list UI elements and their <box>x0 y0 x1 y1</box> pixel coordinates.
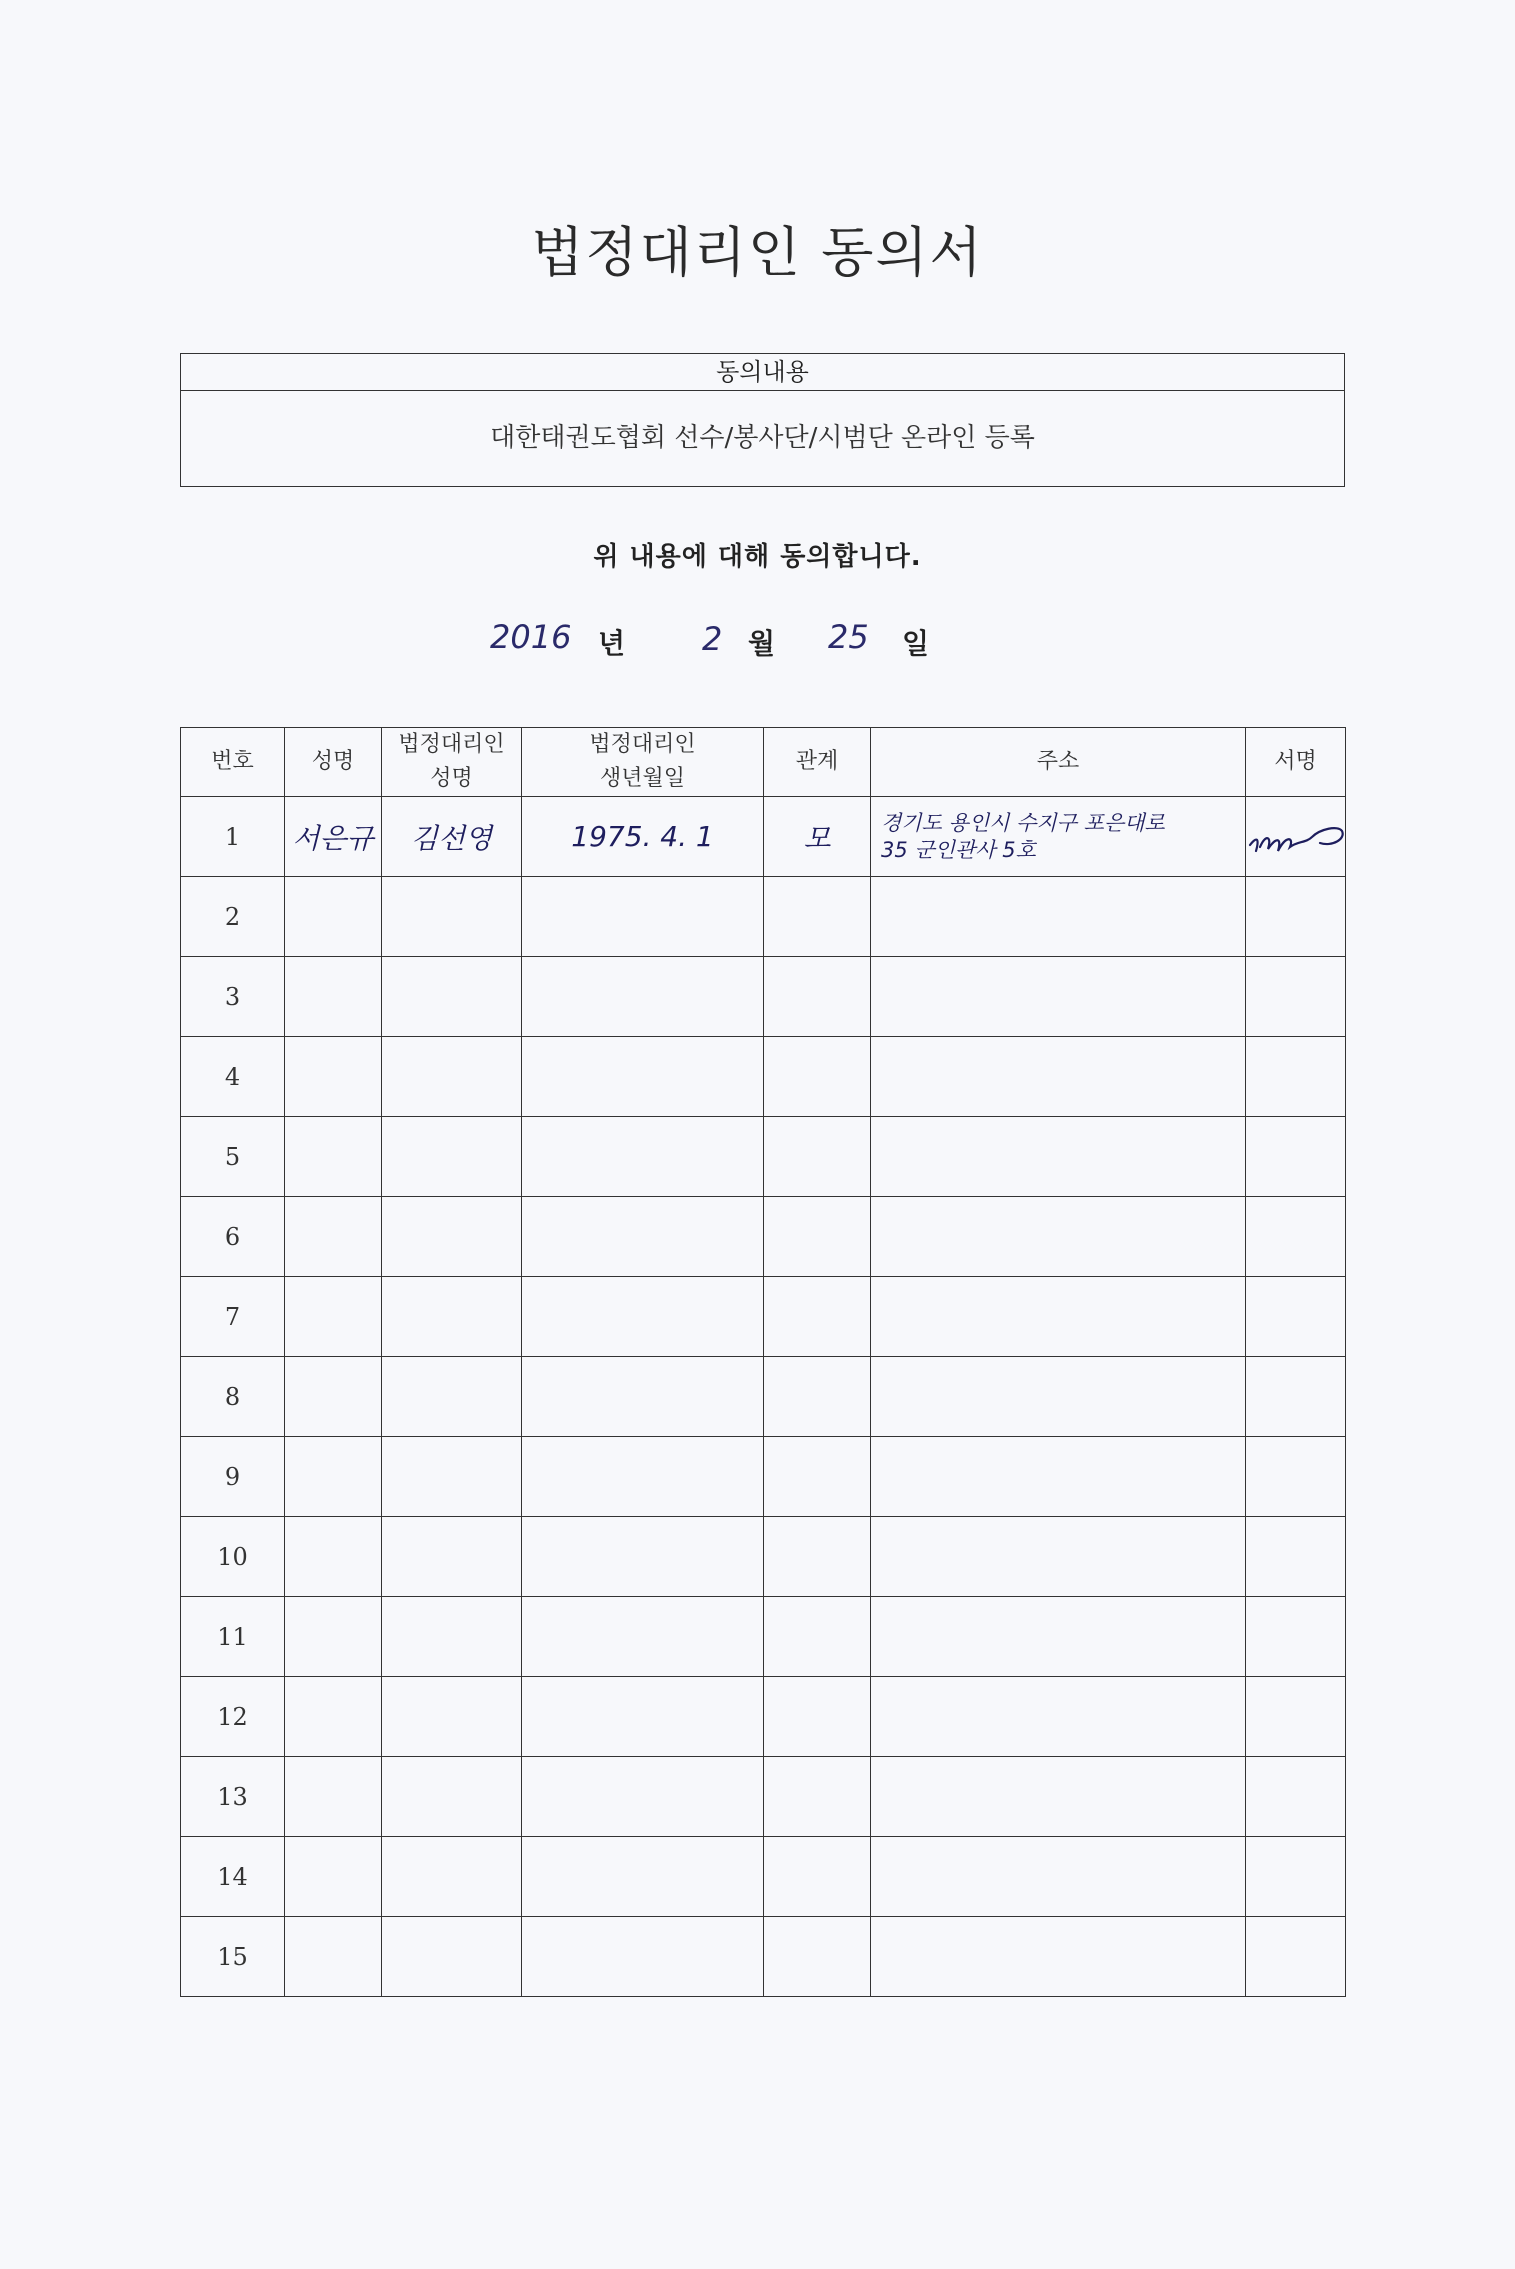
handwritten-address-line1: 경기도 용인시 수지구 포은대로 <box>881 810 1165 835</box>
consent-content-text: 대한태권도협회 선수/봉사단/시범단 온라인 등록 <box>490 423 1035 453</box>
guardian-registration-table <box>180 727 1346 1997</box>
header-relation: 관계 <box>764 728 871 797</box>
table-row <box>181 1037 1346 1117</box>
cell-no: 15 <box>181 1917 285 1997</box>
cell-no: 8 <box>181 1357 285 1437</box>
table-row <box>181 797 1346 877</box>
table-row <box>181 1837 1346 1917</box>
date-day-label: 일 <box>902 627 930 660</box>
cell-no: 14 <box>181 1837 285 1917</box>
header-guardian-name <box>382 728 522 797</box>
header-no: 번호 <box>181 728 285 797</box>
handwritten-birth: 1975. 4. 1 <box>571 820 714 853</box>
cell-no: 10 <box>181 1517 285 1597</box>
cell-name <box>285 797 382 877</box>
date-month: 2 <box>702 620 723 658</box>
header-guardian-birth <box>522 728 764 797</box>
header-signature: 서명 <box>1246 728 1346 797</box>
date-day: 25 <box>828 618 869 656</box>
header-guardian-name-line2: 성명 <box>430 766 473 791</box>
consent-content-header: 동의내용 <box>181 354 1344 391</box>
table-row <box>181 1597 1346 1677</box>
handwritten-relation: 모 <box>803 821 831 855</box>
table-header-row <box>181 728 1346 797</box>
handwritten-name: 서은규 <box>292 821 374 855</box>
table-row <box>181 1917 1346 1997</box>
date-year-label: 년 <box>598 627 626 660</box>
date-month-label: 월 <box>748 627 776 660</box>
date-line <box>490 618 1090 668</box>
signature-scribble <box>1246 807 1346 867</box>
cell-no: 13 <box>181 1757 285 1837</box>
document-title: 법정대리인 동의서 <box>531 221 984 284</box>
header-guardian-birth-line2: 생년월일 <box>599 766 685 791</box>
table-row <box>181 957 1346 1037</box>
table-row <box>181 1677 1346 1757</box>
header-name: 성명 <box>285 728 382 797</box>
cell-no: 4 <box>181 1037 285 1117</box>
table-row <box>181 1117 1346 1197</box>
table-row <box>181 1357 1346 1437</box>
cell-relation <box>764 797 871 877</box>
header-guardian-name-line1: 법정대리인 <box>398 732 505 757</box>
cell-no: 2 <box>181 877 285 957</box>
cell-no: 6 <box>181 1197 285 1277</box>
cell-address <box>871 797 1246 877</box>
cell-no: 7 <box>181 1277 285 1357</box>
cell-signature <box>1246 797 1346 877</box>
cell-guardian-name <box>382 797 522 877</box>
handwritten-guardian-name: 김선영 <box>410 821 493 855</box>
table-row <box>181 1757 1346 1837</box>
consent-content-box <box>180 353 1345 487</box>
cell-no: 5 <box>181 1117 285 1197</box>
handwritten-address-line2: 35 군인관사 5호 <box>881 837 1036 862</box>
table-row <box>181 1197 1346 1277</box>
cell-no: 9 <box>181 1437 285 1517</box>
table-row <box>181 1277 1346 1357</box>
header-address: 주소 <box>871 728 1246 797</box>
table-row <box>181 877 1346 957</box>
date-year: 2016 <box>490 618 572 656</box>
cell-no: 3 <box>181 957 285 1037</box>
header-guardian-birth-line1: 법정대리인 <box>589 732 696 757</box>
table-row <box>181 1517 1346 1597</box>
cell-no: 12 <box>181 1677 285 1757</box>
cell-no: 1 <box>181 797 285 877</box>
table-row <box>181 1437 1346 1517</box>
agree-statement: 위 내용에 대해 동의합니다. <box>593 542 922 572</box>
cell-no: 11 <box>181 1597 285 1677</box>
cell-birth <box>522 797 764 877</box>
